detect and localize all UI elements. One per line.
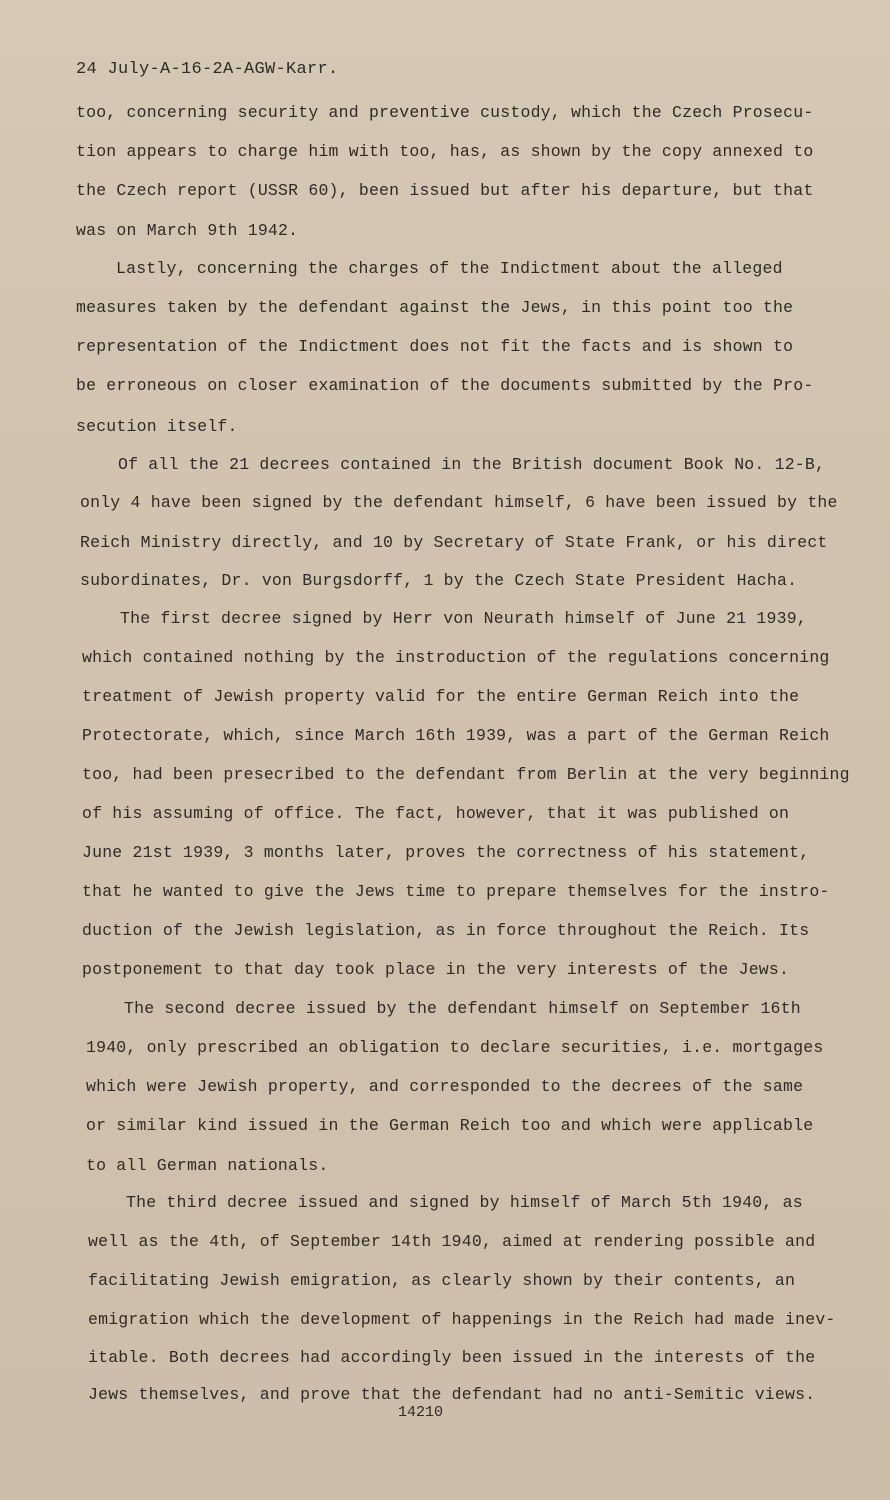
text-line: which contained nothing by the instroduction of the regulations concerning (82, 648, 830, 667)
text-line: to all German nationals. (86, 1156, 329, 1175)
text-line: The second decree issued by the defendant himself on September 16th (124, 999, 801, 1018)
text-line: Protectorate, which, since March 16th 1939, was a part of the German Reich (82, 726, 830, 745)
text-line: too, concerning security and preventive custody, which the Czech Prosecu- (76, 103, 814, 122)
text-line: subordinates, Dr. von Burgsdorff, 1 by the Czech State President Hacha. (80, 571, 798, 590)
page-number: 14210 (398, 1404, 444, 1421)
text-line: Lastly, concerning the charges of the Indictment about the alleged (116, 259, 783, 278)
text-line: Of all the 21 decrees contained in the British document Book No. 12-B, (118, 455, 826, 474)
text-line: only 4 have been signed by the defendant himself, 6 have been issued by the (80, 493, 838, 512)
text-line: postponement to that day took place in the very interests of the Jews. (82, 960, 790, 979)
text-line: tion appears to charge him with too, has, as shown by the copy annexed to (76, 142, 814, 161)
text-line: the Czech report (USSR 60), been issued but after his departure, but that (76, 181, 814, 200)
text-line: well as the 4th, of September 14th 1940, aimed at rendering possible and (88, 1232, 816, 1251)
document-header: 24 July-A-16-2A-AGW-Karr. (76, 60, 339, 79)
text-line: secution itself. (76, 417, 238, 436)
text-line: The third decree issued and signed by himself of March 5th 1940, as (126, 1193, 803, 1212)
text-line: treatment of Jewish property valid for the entire German Reich into the (82, 687, 800, 706)
text-line: Jews themselves, and prove that the defendant had no anti-Semitic views. (88, 1385, 816, 1404)
text-line: June 21st 1939, 3 months later, proves the correctness of his statement, (82, 843, 810, 862)
text-line: of his assuming of office. The fact, however, that it was published on (82, 804, 790, 823)
text-line: representation of the Indictment does not fit the facts and is shown to (76, 337, 794, 356)
text-line: too, had been presecribed to the defendant from Berlin at the very beginning (82, 765, 850, 784)
text-line: 1940, only prescribed an obligation to declare securities, i.e. mortgages (86, 1038, 824, 1057)
text-line: The first decree signed by Herr von Neurath himself of June 21 1939, (120, 609, 807, 628)
text-line: was on March 9th 1942. (76, 221, 299, 240)
text-line: duction of the Jewish legislation, as in force throughout the Reich. Its (82, 921, 810, 940)
text-line: facilitating Jewish emigration, as clearly shown by their contents, an (88, 1271, 796, 1290)
text-line: itable. Both decrees had accordingly been issued in the interests of the (88, 1348, 816, 1367)
text-line: or similar kind issued in the German Reich too and which were applicable (86, 1116, 814, 1135)
text-line: emigration which the development of happenings in the Reich had made inev- (88, 1310, 836, 1329)
text-line: which were Jewish property, and corresponded to the decrees of the same (86, 1077, 804, 1096)
text-line: Reich Ministry directly, and 10 by Secretary of State Frank, or his direct (80, 533, 828, 552)
text-line: measures taken by the defendant against the Jews, in this point too the (76, 298, 794, 317)
text-line: that he wanted to give the Jews time to prepare themselves for the instro- (82, 882, 830, 901)
text-line: be erroneous on closer examination of the documents submitted by the Pro- (76, 376, 814, 395)
